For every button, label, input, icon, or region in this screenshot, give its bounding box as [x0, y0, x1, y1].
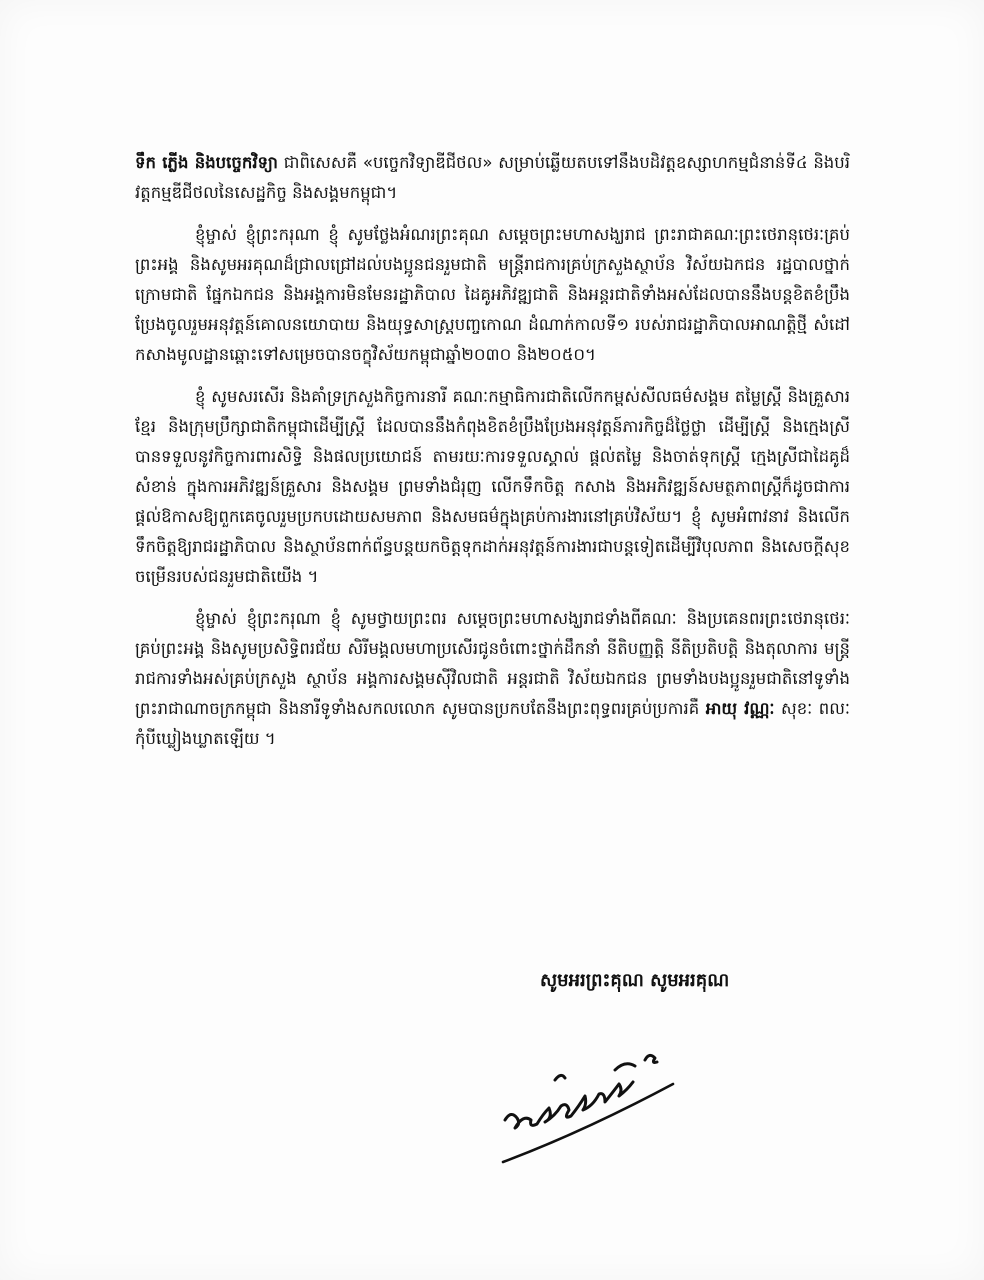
paragraph-1-text: ជាពិសេសគឺ «បច្ចេកវិទ្យាឌីជីថល» សម្រាប់ឆ្លើយតបទៅនឹងបដិវត្តឧស្សាហកម្មជំនាន់ទី៤ និងបរិវត្តកម្មឌីជីថលនៃសេដ្ឋកិច្ច និងសង្គមកម្ពុជា។ — [135, 153, 850, 202]
paragraph-4-text: ខ្ញុំម្ចាស់ ខ្ញុំព្រះករុណា ខ្ញុំ សូមថ្វាយព្រះពរ សម្តេចព្រះមហាសង្ឃរាជទាំងពីគណៈ និងប្រគេនពរព្រះថេរានុថេរៈគ្រប់ព្រះអង្គ និងសូមប្រសិទ្ធិពរជ័យ សិរីមង្គលមហាប្រសើរជូនចំពោះថ្នាក់ដឹកនាំ នីតិបញ្ញត្តិ នីតិប្រតិបត្តិ និងតុលាការ មន្ត្រីរាជការទាំងអស់គ្រប់ក្រសួង ស្ថាប័ន អង្គការសង្គមស៊ីវិលជាតិ អន្តរជាតិ វិស័យឯកជន ព្រមទាំងបងប្អូនរួមជាតិនៅទូទាំងព្រះរាជាណាចក្រកម្ពុជា និងនារីទូទាំងសកលលោក សូមបានប្រកបតែនឹងព្រះពុទ្ធពរគ្រប់ប្រការគឺ — [135, 609, 850, 718]
paragraph-4 — [135, 604, 850, 754]
handwritten-signature — [495, 1040, 695, 1170]
paragraph-1 — [135, 148, 850, 208]
letter-body — [135, 148, 850, 766]
paragraph-4-tail: សុខៈ ពលៈ កុំបីឃ្លៀងឃ្លាតឡើយ ។ — [135, 699, 850, 748]
paragraph-2: ខ្ញុំម្ចាស់ ខ្ញុំព្រះករុណា ខ្ញុំ សូមថ្លែងអំណរព្រះគុណ សម្តេចព្រះមហាសង្ឃរាជ ព្រះរាជាគណៈព្រះថេរានុថេរៈគ្រប់ព្រះអង្គ និងសូមអរគុណដ៏ជ្រាលជ្រៅដល់បងប្អូនជនរួមជាតិ មន្ត្រីរាជការគ្រប់ក្រសួងស្ថាប័ន វិស័យឯកជន រដ្ឋបាលថ្នាក់ក្រោមជាតិ ផ្នែកឯកជន និងអង្គការមិនមែនរដ្ឋាភិបាល ដៃគូអភិវឌ្ឍជាតិ និងអន្តរជាតិទាំងអស់ដែលបាននឹងបន្តខិតខំប្រឹងប្រែងចូលរួមអនុវត្តន៍គោលនយោបាយ និងយុទ្ធសាស្ត្របញ្ចកោណ ដំណាក់កាលទី១ របស់រាជរដ្ឋាភិបាលអាណត្តិថ្មី សំដៅកសាងមូលដ្ឋានឆ្ពោះទៅសម្រេចបានចក្ខុវិស័យកម្ពុជាឆ្នាំ២០៣០ និង២០៥០។ — [135, 225, 850, 364]
paragraph-1-lead: ទឹក ភ្លើង និងបច្ចេកវិទ្យា — [135, 153, 278, 172]
closing-thanks: សូមអរព្រះគុណ សូមអរគុណ — [540, 970, 730, 991]
paragraph-3: ខ្ញុំ សូមសរសើរ និងគាំទ្រក្រសួងកិច្ចការនារី គណៈកម្មាធិការជាតិលើកកម្ពស់សីលធម៌សង្គម តម្លៃស្ត្រី និងគ្រួសារខ្មែរ និងក្រុមប្រឹក្សាជាតិកម្ពុជាដើម្បីស្ត្រី ដែលបាននឹងកំពុងខិតខំប្រឹងប្រែងអនុវត្តន៍ភារកិច្ចដ៏ថ្លៃថ្លា ដើម្បីស្ត្រី និងក្មេងស្រី បានទទួលនូវកិច្ចការពារសិទ្ធិ និងផលប្រយោជន៍ តាមរយៈការទទួលស្គាល់ ផ្តល់តម្លៃ និងចាត់ទុកស្ត្រី ក្មេងស្រីជាដៃគូដ៏សំខាន់ ក្នុងការអភិវឌ្ឍន៍គ្រួសារ និងសង្គម ព្រមទាំងជំរុញ លើកទឹកចិត្ត កសាង និងអភិវឌ្ឍន៍សមត្ថភាពស្ត្រីក៏ដូចជាការផ្តល់ឱកាសឱ្យពួកគេចូលរួមប្រកបដោយសមភាព និងសមធម៌ក្នុងគ្រប់ការងារនៅគ្រប់វិស័យ។ ខ្ញុំ សូមអំពាវនាវ និងលើកទឹកចិត្តឱ្យរាជរដ្ឋាភិបាល និងស្ថាប័នពាក់ព័ន្ធបន្តយកចិត្តទុកដាក់អនុវត្តន៍ការងារជាបន្តទៀតដើម្បីវិបុលភាព និងសេចក្តីសុខចម្រើនរបស់ជនរួមជាតិយើង ។ — [135, 387, 850, 586]
paragraph-4-blessing: អាយុ វណ្ណៈ — [705, 699, 775, 718]
